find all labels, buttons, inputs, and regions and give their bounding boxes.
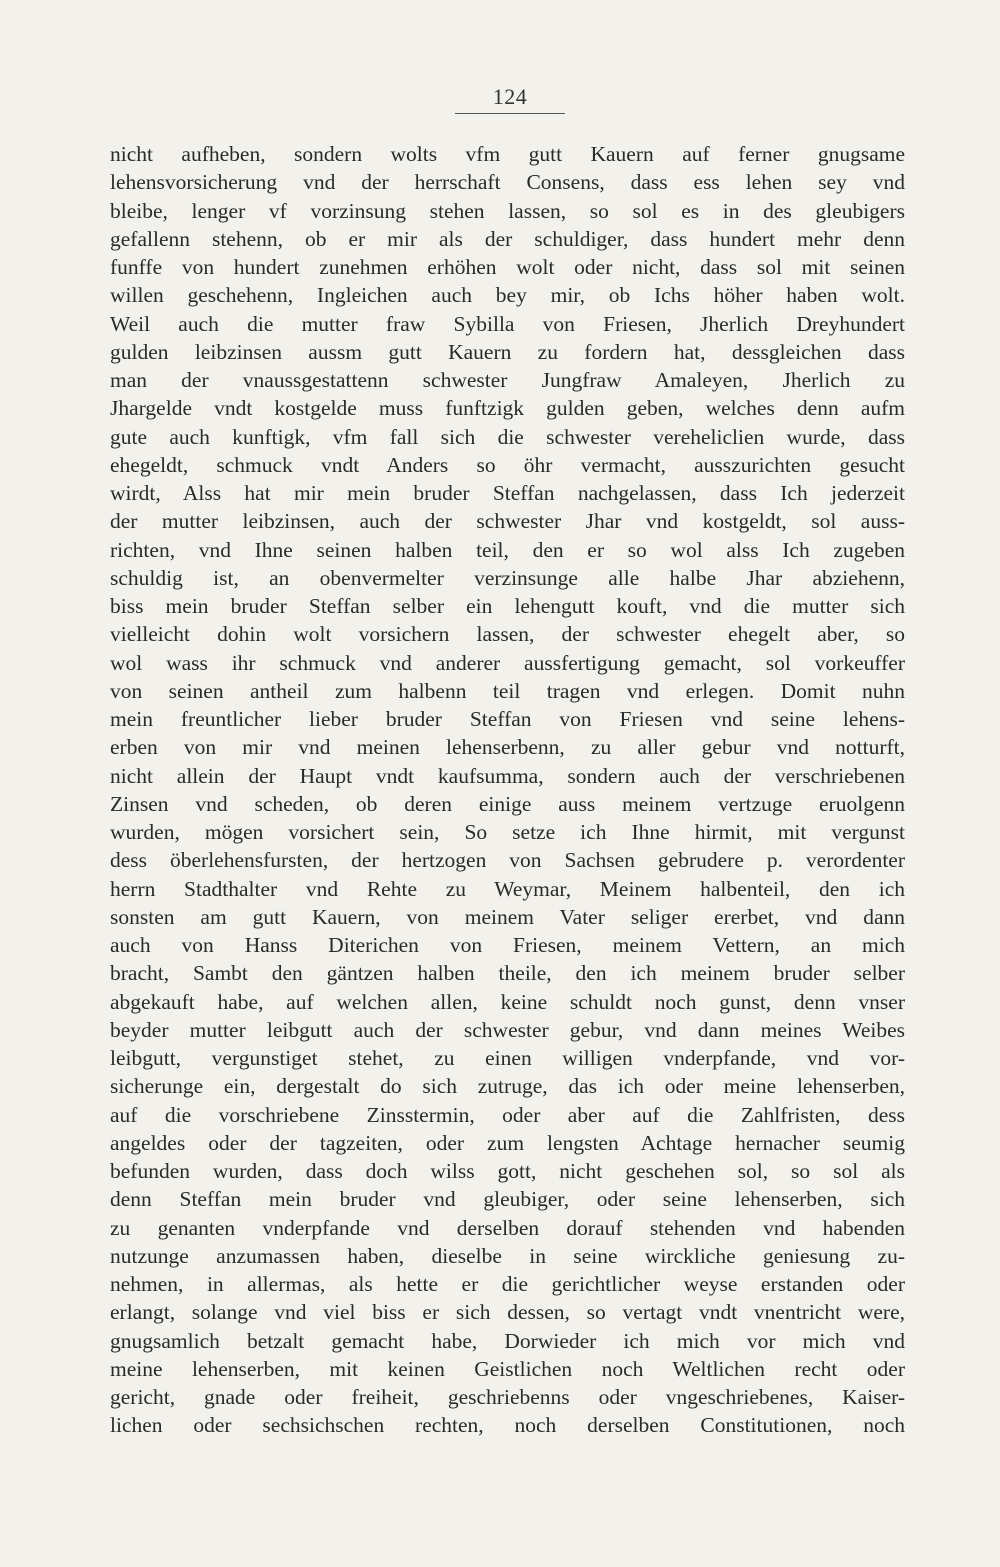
- text-line: der mutter leibzinsen, auch der schwester Jhar vnd kostgeldt, sol auss-: [110, 509, 905, 534]
- text-line: beyder mutter leibgutt auch der schwester gebur, vnd dann meines Weibes: [110, 1017, 905, 1042]
- text-line: gericht, gnade oder freiheit, geschriebenns oder vngeschriebenes, Kaiser-: [110, 1385, 905, 1409]
- text-line: gute auch kunftigk, vfm fall sich die schwester vereheliclien wurde, dass: [110, 424, 905, 449]
- text-line: denn Steffan mein bruder vnd gleubiger, oder seine lehenserben, sich: [110, 1187, 905, 1212]
- text-line: herrn Stadthalter vnd Rehte zu Weymar, Meinem halbenteil, den ich: [110, 876, 905, 901]
- body-text: [110, 140, 905, 1440]
- text-line: auf die vorschriebene Zinsstermin, oder aber auf die Zahlfristen, dess: [110, 1102, 905, 1127]
- text-line: nicht allein der Haupt vndt kaufsumma, sondern auch der verschriebenen: [110, 763, 905, 788]
- text-line: gnugsamlich betzalt gemacht habe, Dorwieder ich mich vor mich vnd: [110, 1328, 905, 1353]
- page-number-rule: [455, 113, 565, 114]
- text-line: sicherunge ein, dergestalt do sich zutruge, das ich oder meine lehenserben,: [110, 1074, 905, 1099]
- text-line: auch von Hanss Diterichen von Friesen, meinem Vettern, an mich: [110, 933, 905, 957]
- text-line: wurden, mögen vorsichert sein, So setze ich Ihne hirmit, mit vergunst: [110, 820, 905, 844]
- text-line: schuldig ist, an obenvermelter verzinsunge alle halbe Jhar abziehenn,: [110, 565, 905, 590]
- text-line: dess öberlehensfursten, der hertzogen von Sachsen gebrudere p. verordenter: [110, 848, 905, 873]
- text-line: ehegeldt, schmuck vndt Anders so öhr vermacht, ausszurichten gesucht: [110, 452, 905, 477]
- text-line: lichen oder sechsichschen rechten, noch derselben Constitutionen, noch: [110, 1413, 905, 1438]
- text-line: meine lehenserben, mit keinen Geistlichen noch Weltlichen recht oder: [110, 1356, 905, 1381]
- text-line: vielleicht dohin wolt vorsichern lassen, der schwester ehegelt aber, so: [110, 622, 905, 647]
- text-line: mein freuntlicher lieber bruder Steffan von Friesen vnd seine lehens-: [110, 707, 905, 731]
- text-line: befunden wurden, dass doch wilss gott, nicht geschehen sol, so sol als: [110, 1159, 905, 1183]
- text-line: sonsten am gutt Kauern, von meinem Vater seliger ererbet, vnd dann: [110, 904, 905, 929]
- text-line: Weil auch die mutter fraw Sybilla von Friesen, Jherlich Dreyhundert: [110, 311, 905, 336]
- text-line: zu genanten vnderpfande vnd derselben dorauf stehenden vnd habenden: [110, 1215, 905, 1240]
- text-line: erlangt, solange vnd viel biss er sich dessen, so vertagt vndt vnentricht were,: [110, 1300, 905, 1325]
- text-line: willen geschehenn, Ingleichen auch bey mir, ob Ichs höher haben wolt.: [110, 283, 905, 308]
- text-line: abgekauft habe, auf welchen allen, keine schuldt noch gunst, denn vnser: [110, 989, 905, 1014]
- text-line: richten, vnd Ihne seinen halben teil, den er so wol alss Ich zugeben: [110, 537, 905, 562]
- text-line: wirdt, Alss hat mir mein bruder Steffan nachgelassen, dass Ich jederzeit: [110, 481, 905, 505]
- text-line: gulden leibzinsen aussm gutt Kauern zu fordern hat, dessgleichen dass: [110, 339, 905, 364]
- text-line: bracht, Sambt den gäntzen halben theile, den ich meinem bruder selber: [110, 961, 905, 986]
- page-number: 124: [492, 84, 528, 109]
- text-line: angeldes oder der tagzeiten, oder zum lengsten Achtage hernacher seumig: [110, 1130, 905, 1155]
- text-line: gefallenn stehenn, ob er mir als der schuldiger, dass hundert mehr denn: [110, 226, 905, 251]
- text-line: leibgutt, vergunstiget stehet, zu einen willigen vnderpfande, vnd vor-: [110, 1046, 905, 1070]
- text-line: nicht aufheben, sondern wolts vfm gutt Kauern auf ferner gnugsame: [110, 142, 905, 166]
- text-line: nehmen, in allermas, als hette er die gerichtlicher weyse erstanden oder: [110, 1272, 905, 1296]
- text-line: Zinsen vnd scheden, ob deren einige auss meinem vertzuge eruolgenn: [110, 791, 905, 816]
- text-line: man der vnaussgestattenn schwester Jungfraw Amaleyen, Jherlich zu: [110, 368, 905, 392]
- text-line: nutzunge anzumassen haben, dieselbe in seine wirckliche geniesung zu-: [110, 1243, 905, 1268]
- text-line: erben von mir vnd meinen lehenserbenn, zu aller gebur vnd notturft,: [110, 735, 905, 760]
- text-line: funffe von hundert zunehmen erhöhen wolt oder nicht, dass sol mit seinen: [110, 255, 905, 279]
- text-line: bleibe, lenger vf vorzinsung stehen lassen, so sol es in des gleubigers: [110, 198, 905, 223]
- text-line: biss mein bruder Steffan selber ein lehengutt kouft, vnd die mutter sich: [110, 594, 905, 618]
- text-line: Jhargelde vndt kostgelde muss funftzigk gulden geben, welches denn aufm: [110, 396, 905, 421]
- text-line: von seinen antheil zum halbenn teil tragen vnd erlegen. Domit nuhn: [110, 678, 905, 703]
- text-line: wol wass ihr schmuck vnd anderer aussfertigung gemacht, sol vorkeuffer: [110, 650, 905, 675]
- text-line: lehensvorsicherung vnd der herrschaft Consens, dass ess lehen sey vnd: [110, 170, 905, 195]
